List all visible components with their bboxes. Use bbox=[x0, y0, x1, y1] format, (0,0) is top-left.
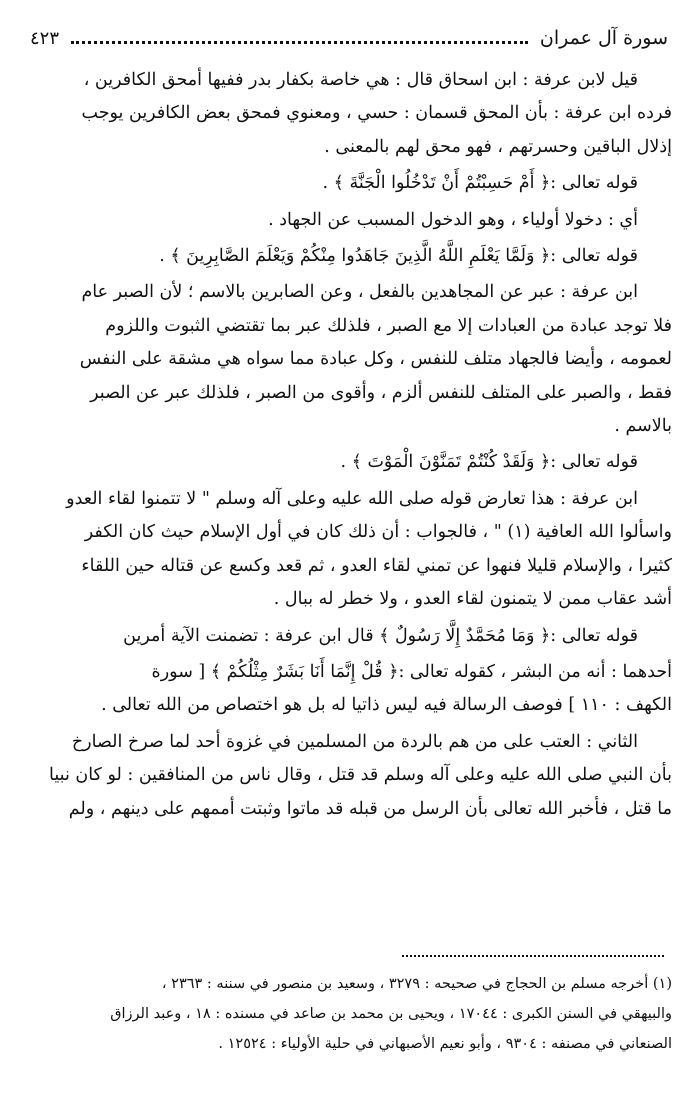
text-line: واسألوا الله العافية (١) " ، فالجواب : أن ذلك كان في أول الإسلام حيث كان الكفر bbox=[84, 522, 672, 543]
verse-heading: قوله تعالى :﴿ وَلَقَدْ كُنْتُمْ تَمَنَّوْنَ الْمَوْتَ ﴾ . bbox=[340, 452, 638, 473]
text-line: كثيرا ، والإسلام قليلا فنهوا عن تمني لقاء العدو ، ثم قعد وكسع عن قتاله حين اللقاء bbox=[81, 555, 672, 576]
verse-heading: قوله تعالى :﴿ أَمْ حَسِبْتُمْ أَنْ تَدْخُلُوا الْجَنَّةَ ﴾ . bbox=[322, 173, 638, 194]
page-number: ٤٢٣ bbox=[30, 27, 60, 49]
verse-heading: قوله تعالى :﴿ وَلَمَّا يَعْلَمِ اللَّهُ الَّذِينَ جَاهَدُوا مِنْكُمْ وَيَعْلَمَ الصَّابِرِينَ ﴾ . bbox=[159, 246, 638, 267]
text-line: بأن النبي صلى الله عليه وعلى آله وسلم قد قتل ، وقال ناس من المنافقين : لو كان نبيا bbox=[49, 765, 672, 786]
text-line: ابن عرفة : عبر عن المجاهدين بالفعل ، وعن الصابرين بالاسم ؛ لأن الصبر عام bbox=[81, 282, 638, 303]
text-line: الكهف : ١١٠ ] فوصف الرسالة فيه ليس ذاتيا له بل هو اختصاص من الله تعالى . bbox=[101, 695, 672, 716]
footnote-line: الصنعاني في مصنفه : ٩٣٠٤ ، وأبو نعيم الأصبهاني في حلية الأولياء : ١٢٥٢٤ . bbox=[218, 1036, 672, 1052]
verse-heading: قوله تعالى :﴿ وَمَا مُحَمَّدٌ إِلَّا رَسُولٌ ﴾ قال ابن عرفة : تضمنت الآية أمرين bbox=[123, 625, 638, 646]
footnotes bbox=[22, 969, 672, 1059]
text-line: أشد عقاب ممن لا يتمنون لقاء العدو ، ولا خطر له ببال . bbox=[273, 589, 672, 610]
text-line: ابن عرفة : هذا تعارض قوله صلى الله عليه وعلى آله وسلم " لا تتمنوا لقاء العدو bbox=[66, 488, 638, 509]
text-line: فقط ، والصبر على المتلف للنفس ألزم ، وأقوى من الصبر ، فلذلك عبر عن الصبر bbox=[90, 382, 672, 403]
running-title: سورة آل عمران bbox=[539, 27, 668, 49]
text-line: ما قتل ، فأخبر الله تعالى بأن الرسل من قبله قد ماتوا وثبتت أممهم على دينهم ، ولم bbox=[68, 798, 672, 819]
header-dotted-leader bbox=[71, 41, 528, 44]
text-line: أي : دخولا أولياء ، وهو الدخول المسبب عن الجهاد . bbox=[268, 209, 638, 230]
text-line: إذلال الباقين وحسرتهم ، فهو محق لهم بالمعنى . bbox=[324, 136, 672, 157]
page-header bbox=[30, 18, 668, 58]
text-line: أحدهما : أنه من البشر ، كقوله تعالى :﴿ قُلْ إِنَّمَا أَنَا بَشَرٌ مِثْلُكُمْ ﴾ [ سورة bbox=[151, 661, 672, 682]
text-line: قيل لابن عرفة : ابن اسحاق قال : هي خاصة بكفار بدر ففيها أمحق الكافرين ، bbox=[83, 70, 638, 90]
footnote-line: (١) أخرجه مسلم بن الحجاج في صحيحه : ٣٢٧٩ ، وسعيد بن منصور في سننه : ٢٣٦٣ ، bbox=[161, 976, 672, 992]
text-line: فرده ابن عرفة : بأن المحق قسمان : حسي ، ومعنوي فمحق بعض الكافرين يوجب bbox=[81, 103, 672, 124]
footnote-separator bbox=[402, 955, 664, 957]
main-text bbox=[22, 64, 672, 826]
text-line: فلا توجد عبادة من العبادات إلا مع الصبر ، فلذلك عبر بما تقتضي الثبوت واللزوم bbox=[105, 315, 672, 336]
text-line: بالاسم . bbox=[614, 416, 672, 437]
text-line: لعمومه ، وأيضا فالجهاد متلف للنفس ، وكل عبادة مما سواه هي مشقة على النفس bbox=[79, 349, 672, 370]
text-line: الثاني : العتب على من هم بالردة من المسلمين في غزوة أحد لما صرخ الصارخ bbox=[71, 731, 638, 752]
footnote-line: والبيهقي في السنن الكبرى : ١٧٠٤٤ ، ويحيى بن محمد بن صاعد في مسنده : ١٨ ، وعبد الرزاق bbox=[110, 1006, 672, 1022]
